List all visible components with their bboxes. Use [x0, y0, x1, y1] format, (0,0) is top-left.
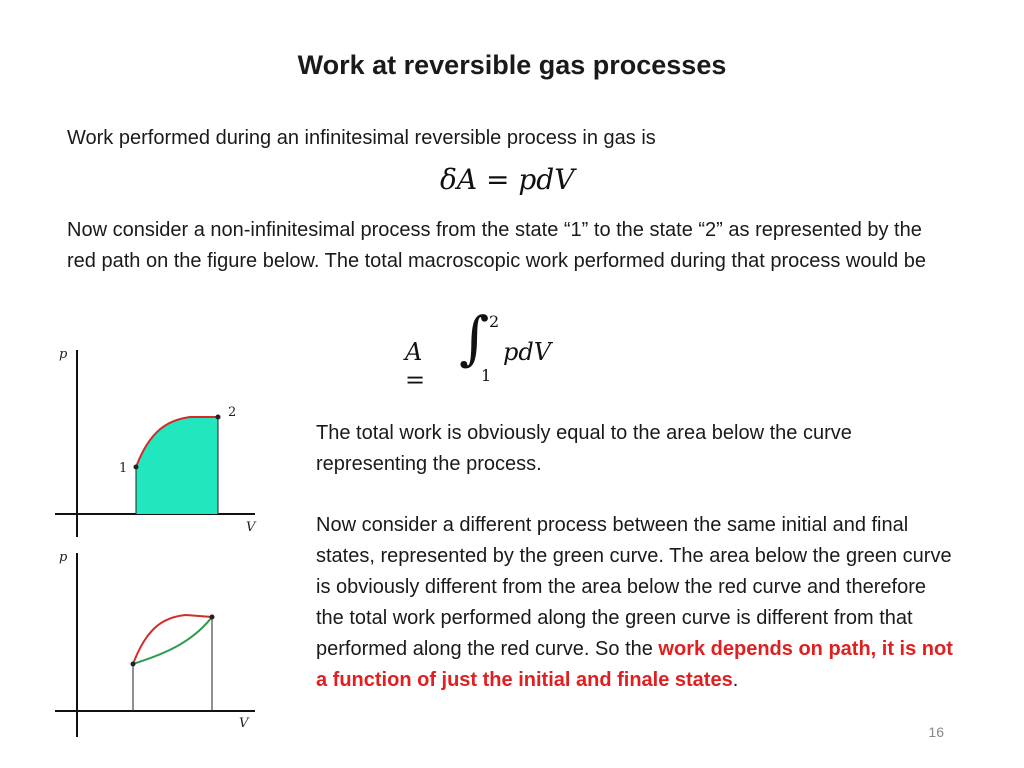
slide-title: Work at reversible gas processes	[297, 50, 727, 80]
x-axis-label: V	[239, 716, 249, 731]
page-number: 16	[928, 724, 944, 740]
state-1-point	[131, 662, 136, 667]
state-1-label: 1	[119, 461, 128, 476]
state-1-point	[134, 465, 139, 470]
path-dependence-highlight: work depends on path, it is not a function of just the initial and finale states	[316, 638, 953, 691]
pv-diagram-comparison	[50, 545, 270, 740]
pv-diagram-area	[50, 340, 270, 540]
integrand: pdV	[503, 338, 552, 366]
intro-text: Work performed during an infinitesimal reversible process in gas is	[67, 127, 656, 149]
equation-differential-work: δA = pdV	[440, 163, 575, 196]
path-dependence-text: Now consider a different process between the same initial and final states, represented by the green curve. The area below the green curve is obviously different from the area below the red curve and therefore the total work performed along the green curve is different from that performed along the red curve. So the	[316, 514, 952, 660]
area-under-curve	[136, 417, 218, 514]
integral-upper-limit: 2	[489, 312, 500, 331]
path-dependence-end: .	[732, 669, 739, 691]
y-axis-label: p	[59, 347, 68, 362]
state-2-label: 2	[228, 405, 237, 420]
x-axis-label: V	[246, 520, 256, 535]
state-2-point	[210, 615, 215, 620]
y-axis-label: p	[59, 550, 68, 565]
integral-sign: ∫	[459, 304, 490, 372]
area-explanation: The total work is obviously equal to the area below the curve representing the process.	[316, 422, 852, 475]
integral-lower-limit: 1	[481, 366, 492, 385]
paragraph-non-infinitesimal: Now consider a non-infinitesimal process from the state “1” to the state “2” as represented by the red path on the figure below. The total macroscopic work performed during that process would be	[67, 219, 926, 272]
state-2-point	[216, 415, 221, 420]
equation-lhs: A =	[405, 338, 426, 394]
red-process-path	[133, 615, 212, 664]
path-dependence-explanation	[316, 510, 956, 696]
